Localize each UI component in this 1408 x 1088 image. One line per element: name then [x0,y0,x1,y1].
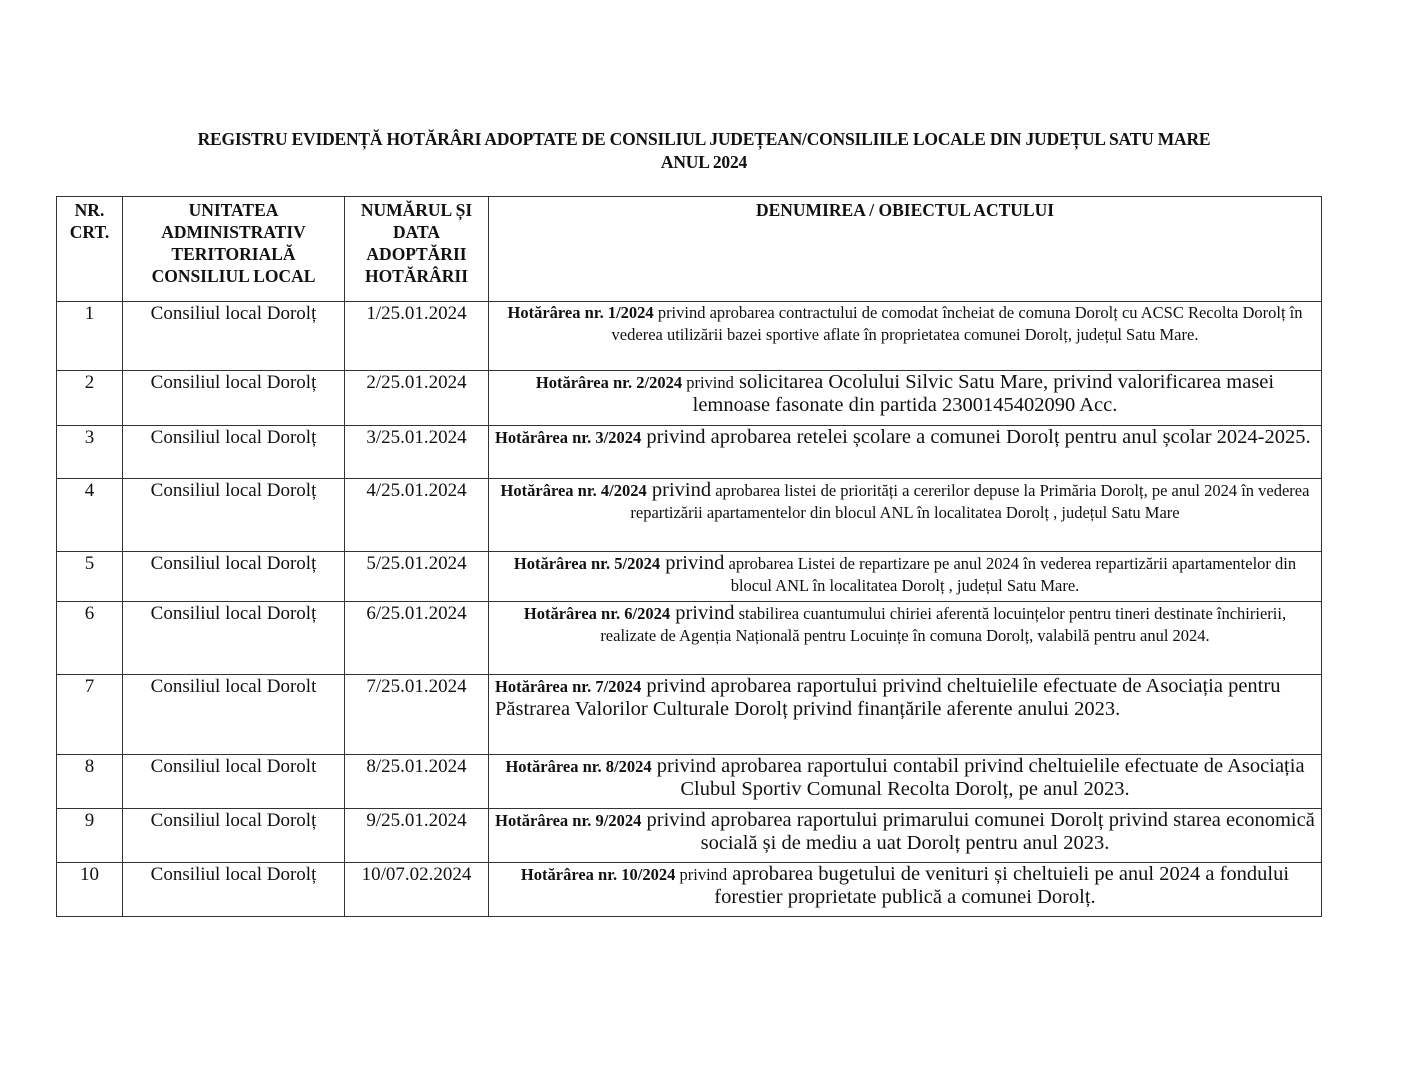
cell-nr: 1 [57,302,123,371]
cell-numar-data: 4/25.01.2024 [345,479,489,552]
obiect-text: aprobarea retelei școlare a comunei Dorolț pentru anul școlar 2024-2025. [705,426,1311,448]
document-title: REGISTRU EVIDENȚĂ HOTĂRÂRI ADOPTATE DE CONSILIUL JUDEȚEAN/CONSILIILE LOCALE DIN JUDEȚUL SATU MARE [197,129,1211,149]
privind-text: privind [641,809,706,831]
cell-numar-data: 10/07.02.2024 [345,863,489,917]
privind-text: privind [653,303,706,322]
privind-text: privind [670,602,735,624]
obiect-text: aprobarea raportului primarului comunei Dorolț privind starea economică socială și de mediu a uat Dorolț pentru anul 2023. [700,809,1315,854]
privind-text: privind [651,755,716,777]
cell-nr: 7 [57,675,123,755]
obiect-text: aprobarea Listei de repartizare pe anul 2024 în vederea repartizării apartamentelor din blocul ANL în localitatea Dorolț , județul Satu Mare. [724,554,1297,595]
hotarare-ref: Hotărârea nr. 1/2024 [507,303,654,322]
cell-nr: 5 [57,552,123,602]
cell-nr: 8 [57,755,123,809]
header-nr-crt: NR. CRT. [57,197,123,302]
table-row [57,302,1322,371]
cell-uat: Consiliul local Dorolț [123,863,345,917]
privind-text: privind [641,426,706,448]
cell-obiect [489,552,1322,602]
obiect-text: aprobarea contractului de comodat încheiat de comuna Dorolț cu ACSC Recolta Dorolț în vederea utilizării bazei sportive aflate în proprietatea comunei Dorolț, județul Satu Mare. [611,303,1303,344]
cell-numar-data: 5/25.01.2024 [345,552,489,602]
hotarare-ref: Hotărârea nr. 3/2024 [495,428,642,447]
table-row [57,371,1322,426]
table-row [57,479,1322,552]
hotarare-ref: Hotărârea nr. 10/2024 [520,865,676,884]
cell-nr: 10 [57,863,123,917]
cell-obiect [489,755,1322,809]
privind-text: privind [675,865,728,884]
table-header-row [57,197,1322,302]
obiect-text: solicitarea Ocolului Silvic Satu Mare, privind valorificarea masei lemnoase fasonate din partida 2300145402090 Acc. [692,371,1275,416]
table-row [57,426,1322,479]
privind-text: privind [646,479,712,501]
hotarare-ref: Hotărârea nr. 6/2024 [523,604,671,623]
header-numar-data: NUMĂRUL ȘI DATA ADOPTĂRII HOTĂRÂRII [345,197,489,302]
cell-obiect [489,479,1322,552]
cell-numar-data: 9/25.01.2024 [345,809,489,863]
cell-nr: 4 [57,479,123,552]
cell-uat: Consiliul local Dorolț [123,371,345,426]
hotarare-ref: Hotărârea nr. 9/2024 [495,811,642,830]
table-row [57,809,1322,863]
obiect-text: aprobarea listei de priorități a cererilor depuse la Primăria Dorolț, pe anul 2024 în vederea repartizării apartamentelor din blocul ANL în localitatea Dorolț , județul Satu Mare [630,481,1310,522]
privind-text: privind [641,675,706,697]
cell-numar-data: 8/25.01.2024 [345,755,489,809]
cell-obiect [489,675,1322,755]
cell-obiect [489,602,1322,675]
header-obiect: DENUMIREA / OBIECTUL ACTULUI [489,197,1322,302]
cell-obiect [489,809,1322,863]
cell-nr: 6 [57,602,123,675]
obiect-text: aprobarea raportului privind cheltuielile efectuate de Asociația pentru Păstrarea Valorilor Culturale Dorolț privind finanțările aferente anului 2023. [495,675,1281,720]
privind-text: privind [682,373,734,392]
hotarare-ref: Hotărârea nr. 8/2024 [505,757,652,776]
cell-numar-data: 2/25.01.2024 [345,371,489,426]
cell-nr: 3 [57,426,123,479]
cell-uat: Consiliul local Dorolt [123,675,345,755]
document-year: ANUL 2024 [660,152,748,172]
obiect-text: stabilirea cuantumului chiriei aferentă locuințelor pentru tineri destinate închirierii, realizate de Agenția Națională pentru Locuințe în comuna Dorolț, valabilă pentru anul 2024. [600,604,1287,645]
cell-obiect [489,863,1322,917]
hotarare-ref: Hotărârea nr. 7/2024 [495,677,642,696]
table-row [57,863,1322,917]
header-uat: UNITATEA ADMINISTRATIV TERITORIALĂ CONSILIUL LOCAL [123,197,345,302]
cell-numar-data: 6/25.01.2024 [345,602,489,675]
privind-text: privind [660,552,725,574]
cell-uat: Consiliul local Dorolț [123,302,345,371]
cell-uat: Consiliul local Dorolț [123,426,345,479]
table-row [57,602,1322,675]
cell-uat: Consiliul local Dorolt [123,755,345,809]
cell-numar-data: 7/25.01.2024 [345,675,489,755]
cell-obiect [489,426,1322,479]
cell-nr: 2 [57,371,123,426]
table-row [57,675,1322,755]
table-row [57,552,1322,602]
cell-uat: Consiliul local Dorolț [123,602,345,675]
cell-uat: Consiliul local Dorolț [123,479,345,552]
hotarare-ref: Hotărârea nr. 5/2024 [513,554,661,573]
hotarare-ref: Hotărârea nr. 2/2024 [535,373,683,392]
register-table [56,196,1322,917]
hotarare-ref: Hotărârea nr. 4/2024 [500,481,647,500]
cell-uat: Consiliul local Dorolț [123,552,345,602]
cell-numar-data: 3/25.01.2024 [345,426,489,479]
cell-nr: 9 [57,809,123,863]
obiect-text: aprobarea raportului contabil privind cheltuielile efectuate de Asociația Clubul Sportiv Comunal Recolta Dorolț, pe anul 2023. [680,755,1305,800]
cell-numar-data: 1/25.01.2024 [345,302,489,371]
obiect-text: aprobarea bugetului de venituri și cheltuieli pe anul 2024 a fondului forestier proprietate publică a comunei Dorolț. [714,863,1290,908]
table-row [57,755,1322,809]
cell-obiect [489,302,1322,371]
cell-uat: Consiliul local Dorolț [123,809,345,863]
cell-obiect [489,371,1322,426]
